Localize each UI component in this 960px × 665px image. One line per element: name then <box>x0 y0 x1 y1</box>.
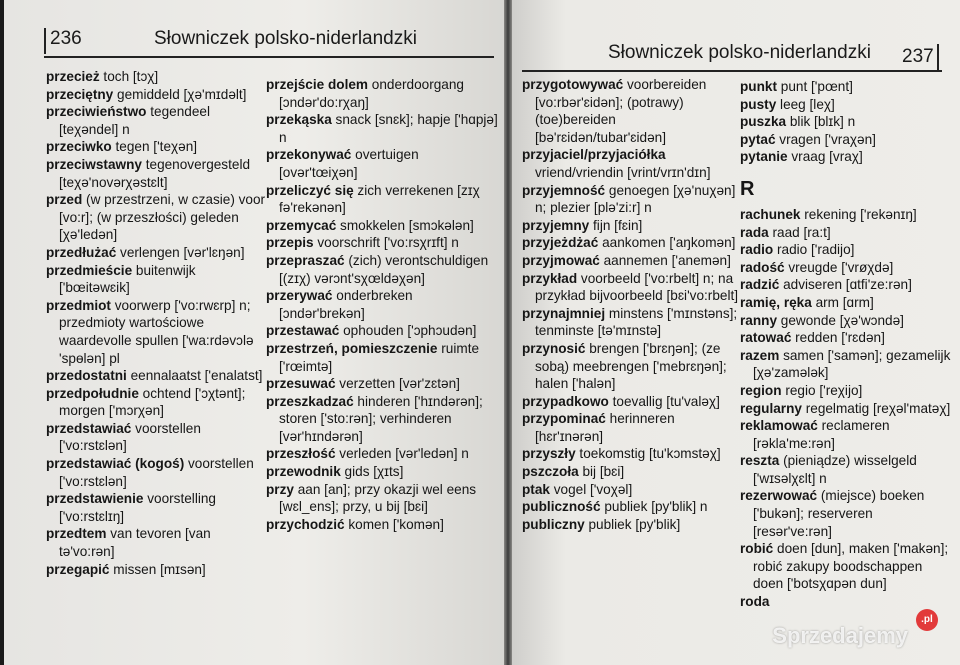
dictionary-entry <box>46 490 266 525</box>
entry-headword: przedmiot <box>46 297 111 313</box>
dictionary-entry <box>740 241 952 259</box>
entry-translation: voorwerp ['vo:rwɛrp] n; przedmioty wartościowe waardevolle spullen ['wa:rdəvɔlə 'spɵlən] pl <box>59 297 254 366</box>
dictionary-entry <box>266 76 498 111</box>
dictionary-entry <box>740 417 952 452</box>
dictionary-entry <box>740 382 952 400</box>
dictionary-entry <box>266 340 498 375</box>
dictionary-entry <box>266 234 498 252</box>
entry-headword: przegapić <box>46 561 110 577</box>
entry-translation: aan [an]; przy okazji wel eens [wɛl_ens]; przy, u bij [bɛi] <box>279 481 477 515</box>
entry-headword: publiczny <box>522 516 585 532</box>
entry-translation: herinneren [hɛr'ɪnərən] <box>535 411 675 444</box>
entry-translation: snack [snɛk]; hapje ['hɑpjə] n <box>279 112 498 145</box>
entry-headword: przeciwieństwo <box>46 104 147 120</box>
entry-translation: hinderen ['hɪndərən]; storen ['sto:rən]; verhinderen [vər'hɪndərən] <box>279 393 483 444</box>
entry-headword: region <box>740 382 782 398</box>
entry-headword: przypominać <box>522 411 606 427</box>
entry-translation: fijn [fɛin] <box>589 217 643 233</box>
entry-headword: pusty <box>740 96 777 112</box>
entry-translation: vogel ['voχəl] <box>549 481 633 497</box>
entry-translation: voorstellen ['vo:rstɛlən] <box>59 420 201 454</box>
entry-headword: przynosić <box>522 340 586 356</box>
dictionary-entry <box>522 516 740 534</box>
entry-translation: bij [bɛi] <box>578 464 625 480</box>
dictionary-entry <box>522 481 740 499</box>
dictionary-entry <box>740 312 952 330</box>
entry-translation: adviseren [ɑtfi'ze:rən] <box>779 277 912 293</box>
dictionary-entry <box>522 146 740 181</box>
entry-headword: przedłużać <box>46 244 117 260</box>
entry-headword: przyjeżdżać <box>522 235 599 251</box>
entry-translation: tegen ['teχən] <box>111 139 198 155</box>
left-column-2 <box>266 76 498 533</box>
entry-translation: reclameren [rəkla'me:rən] <box>753 418 890 451</box>
entry-translation: verlengen [vər'lɛŋən] <box>116 244 245 260</box>
entry-translation: verzetten [vər'zɛtən] <box>335 376 460 392</box>
dictionary-entry <box>522 270 740 305</box>
entry-translation: overtuigen [ovər'tœiχən] <box>279 147 419 180</box>
dictionary-entry <box>522 340 740 393</box>
entry-headword: reklamować <box>740 418 818 434</box>
dictionary-entry <box>740 540 952 593</box>
page-number-left: 236 <box>50 28 82 49</box>
running-header-left: Słowniczek polsko-niderlandzki <box>154 28 417 49</box>
dictionary-entry <box>46 138 266 156</box>
entry-translation: gemiddeld [χə'mɪdəlt] <box>113 86 247 102</box>
right-column-1 <box>522 76 740 533</box>
entry-translation: (w przestrzeni, w czasie) voor [vo:r]; (w przeszłości) geleden [χə'ledən] <box>59 192 266 243</box>
entry-headword: przedstawiać <box>46 420 132 436</box>
right-page <box>512 0 960 665</box>
entry-translation: radio ['radijo] <box>773 242 855 258</box>
entry-headword: robić <box>740 541 774 557</box>
entry-headword: przy <box>266 481 294 497</box>
entry-translation: tegendeel [teχəndel] n <box>59 104 210 137</box>
entry-headword: przedstawiać (kogoś) <box>46 456 185 472</box>
entry-translation: voorstelling ['vo:rstɛlɪŋ] <box>59 491 216 524</box>
dictionary-entry <box>522 393 740 411</box>
entry-headword: rezerwować <box>740 488 818 504</box>
dictionary-entry <box>740 347 952 382</box>
entry-headword: ptak <box>522 481 550 497</box>
entry-translation: vraag [vraχ] <box>787 149 863 165</box>
entry-headword: przepraszać <box>266 252 345 268</box>
header-rule-right <box>522 70 942 72</box>
entry-headword: przed <box>46 192 83 208</box>
entry-headword: przedstawienie <box>46 491 144 507</box>
dictionary-entry <box>740 148 952 166</box>
dictionary-entry <box>266 322 498 340</box>
entry-translation: voorstellen ['vo:rstɛlən] <box>59 456 254 489</box>
entry-headword: przyjemność <box>522 182 606 198</box>
entry-headword: ratować <box>740 330 792 346</box>
dictionary-entry <box>522 498 740 516</box>
page-number-right: 237 <box>902 46 934 67</box>
header-rule-left <box>44 56 494 58</box>
entry-translation: aannemen ['anemən] <box>599 252 731 268</box>
dictionary-entry <box>740 593 952 611</box>
dictionary-entry <box>46 262 266 297</box>
entry-headword: puszka <box>740 114 787 130</box>
entry-translation: smokkelen [smɔkələn] <box>336 217 474 233</box>
entry-headword: przeszkadzać <box>266 393 354 409</box>
running-header-right: Słowniczek polsko-niderlandzki <box>608 42 871 63</box>
dictionary-entry <box>46 561 266 579</box>
right-column-2 <box>740 78 952 611</box>
dictionary-entry <box>740 206 952 224</box>
entry-headword: przestawać <box>266 323 340 339</box>
entry-translation: samen ['samən]; gezamelijk [χə'zamələk] <box>753 347 951 381</box>
entry-translation: verleden [vər'ledən] n <box>335 446 469 462</box>
left-page <box>4 0 504 665</box>
entry-translation: gewonde [χə'wɔndə] <box>777 312 904 328</box>
dictionary-entry <box>266 375 498 393</box>
entry-headword: radość <box>740 259 785 275</box>
entry-headword: ranny <box>740 312 778 328</box>
entry-headword: przedpołudnie <box>46 385 139 401</box>
entry-translation: toekomstig [tu'kɔmstəχ] <box>575 446 721 462</box>
entry-headword: przepis <box>266 235 314 251</box>
entry-translation: raad [ra:t] <box>768 224 831 240</box>
dictionary-entry <box>522 217 740 235</box>
dictionary-entry <box>266 252 498 287</box>
entry-translation: brengen ['brɛŋən]; (ze sobą) meebrengen ['mebrɛŋən]; halen ['halən] <box>535 340 727 392</box>
entry-headword: przynajmniej <box>522 305 606 321</box>
entry-headword: roda <box>740 594 770 610</box>
dictionary-entry <box>266 217 498 235</box>
entry-translation: voorschrift ['vo:rsχrɪft] n <box>313 235 459 251</box>
entry-translation: regio ['reχijo] <box>781 382 863 398</box>
entry-headword: pytanie <box>740 149 788 165</box>
dictionary-entry <box>266 393 498 446</box>
entry-translation: onderbreken [ɔndər'brekən] <box>279 288 413 321</box>
entry-translation: toevallig [tu'valəχ] <box>608 393 720 409</box>
entry-translation: zich verrekenen [zɪχ fə'rekənən] <box>279 182 480 216</box>
dictionary-entry <box>522 252 740 270</box>
dictionary-entry <box>740 400 952 418</box>
dictionary-entry <box>740 224 952 242</box>
dictionary-entry <box>740 113 952 131</box>
entry-translation: ophouden ['ɔphɔudən] <box>339 323 477 339</box>
entry-headword: publiczność <box>522 499 601 515</box>
entry-headword: przypadkowo <box>522 393 609 409</box>
entry-headword: przeciwko <box>46 139 112 155</box>
entry-headword: przyjaciel/przyjaciółka <box>522 147 666 163</box>
entry-translation: regelmatig [reχəl'matəχ] <box>801 400 951 416</box>
dictionary-entry <box>46 385 266 420</box>
dictionary-entry <box>740 78 952 96</box>
entry-headword: przyjmować <box>522 252 600 268</box>
dictionary-entry <box>266 445 498 463</box>
entry-translation: missen [mɪsən] <box>109 561 206 577</box>
entry-headword: przestrzeń, pomieszczenie <box>266 340 438 356</box>
entry-headword: reszta <box>740 453 780 469</box>
dictionary-entry <box>266 287 498 322</box>
dictionary-entry <box>266 111 498 146</box>
entry-translation: ruimte ['rœimtə] <box>279 340 480 374</box>
dictionary-entry <box>266 182 498 217</box>
entry-headword: przeciwstawny <box>46 156 142 172</box>
dictionary-entry <box>522 234 740 252</box>
entry-headword: rachunek <box>740 206 801 222</box>
entry-headword: pytać <box>740 131 776 147</box>
dictionary-entry <box>266 146 498 181</box>
entry-headword: przygotowywać <box>522 77 624 92</box>
entry-translation: toch [tɔχ] <box>99 69 159 84</box>
dictionary-entry <box>46 156 266 191</box>
entry-headword: punkt <box>740 79 777 94</box>
entry-translation: (pieniądze) wisselgeld ['wɪsəlχɛlt] n <box>753 453 917 486</box>
entry-headword: przerywać <box>266 288 333 304</box>
book-gutter <box>504 0 512 665</box>
entry-headword: przecież <box>46 69 100 84</box>
entry-translation: rekening ['rekənɪŋ] <box>800 206 917 222</box>
entry-headword: przedtem <box>46 526 107 542</box>
right-column-2-top <box>740 78 952 166</box>
entry-headword: radzić <box>740 277 780 293</box>
entry-translation: blik [blɪk] n <box>786 114 856 130</box>
left-column-1 <box>46 68 266 578</box>
dictionary-entry <box>740 329 952 347</box>
entry-translation: leeg [leχ] <box>776 96 835 112</box>
dictionary-entry <box>46 525 266 560</box>
dictionary-entry <box>46 103 266 138</box>
dictionary-entry <box>46 420 266 455</box>
dictionary-entry <box>46 297 266 367</box>
page-number-bar-right <box>937 44 939 70</box>
entry-headword: przekonywać <box>266 147 352 163</box>
entry-translation: (zich) verontschuldigen [(zɪχ) vərɔnt'sχœldəχən] <box>279 252 489 286</box>
dictionary-entry <box>740 96 952 114</box>
dictionary-entry <box>740 452 952 487</box>
entry-translation: (miejsce) boeken ['bukən]; reserveren [resər've:rən] <box>753 488 925 539</box>
entry-headword: przewodnik <box>266 464 341 480</box>
dictionary-entry <box>46 367 266 385</box>
entry-translation: eennalaatst ['enalatst] <box>126 368 263 384</box>
entry-headword: przeliczyć się <box>266 182 354 198</box>
entry-translation: minstens ['mɪnstəns]; tenminste [tə'mɪnstə] <box>535 305 738 339</box>
entry-translation: vreugde ['vrøχdə] <box>784 259 894 275</box>
entry-headword: pszczoła <box>522 464 579 480</box>
dictionary-entry <box>522 182 740 217</box>
entry-translation: redden ['rɛdən] <box>791 330 885 346</box>
watermark-logo: Sprzedajemy <box>772 623 908 648</box>
dictionary-entry <box>46 191 266 244</box>
entry-headword: przekąska <box>266 112 332 128</box>
entry-translation: gids [χɪts] <box>340 464 404 480</box>
dictionary-entry <box>46 244 266 262</box>
dictionary-entry <box>266 516 498 534</box>
dictionary-entry <box>522 445 740 463</box>
dictionary-entry <box>740 276 952 294</box>
entry-headword: przedmieście <box>46 262 133 278</box>
entry-headword: ramię, ręka <box>740 294 812 310</box>
section-letter: R <box>740 177 755 200</box>
entry-translation: tegenovergesteld [teχə'novərχəstɛlt] <box>59 156 251 190</box>
entry-translation: publiek [py'blik] n <box>600 499 708 515</box>
entry-translation: onderdoorgang [ɔndər'do:rχaŋ] <box>279 77 464 110</box>
entry-translation: komen ['komən] <box>344 516 444 532</box>
entry-translation: buitenwijk ['bœitəwɛik] <box>59 262 196 296</box>
entry-headword: przyszły <box>522 446 576 462</box>
dictionary-entry <box>46 86 266 104</box>
watermark-badge: .pl <box>916 609 938 631</box>
dictionary-entry <box>740 259 952 277</box>
entry-headword: przykład <box>522 270 578 286</box>
entry-headword: regularny <box>740 400 802 416</box>
entry-translation: voorbeeld ['vo:rbelt] n; na przykład bijvoorbeeld [bɛi'vo:rbelt] <box>535 270 739 304</box>
entry-headword: razem <box>740 347 780 363</box>
entry-translation: genoegen [χə'nuχən] n; plezier [plə'zi:r] n <box>535 182 736 216</box>
right-column-2-bottom <box>740 206 952 611</box>
dictionary-entry <box>522 305 740 340</box>
dictionary-entry <box>740 487 952 540</box>
entry-headword: przedostatni <box>46 368 127 384</box>
entry-translation: van tevoren [van tə'vo:rən] <box>59 526 211 560</box>
entry-translation: aankomen ['aŋkomən] <box>598 235 736 251</box>
entry-translation: vriend/vriendin [vrint/vrɪn'dɪn] <box>535 164 711 180</box>
dictionary-entry <box>266 463 498 481</box>
entry-headword: przejście dolem <box>266 77 368 92</box>
entry-translation: doen [dun], maken ['makən]; robić zakupy boodschappen doen ['botsχɑpən dun] <box>753 541 949 592</box>
dictionary-entry <box>522 76 740 146</box>
entry-translation: punt ['pœnt] <box>777 79 853 94</box>
dictionary-entry <box>522 463 740 481</box>
entry-headword: przyjemny <box>522 217 590 233</box>
entry-headword: przeciętny <box>46 86 114 102</box>
entry-headword: rada <box>740 224 769 240</box>
dictionary-entry <box>266 481 498 516</box>
dictionary-entry <box>46 455 266 490</box>
entry-translation: voorbereiden [vo:rbər'ɛidən]; (potrawy) (toe)bereiden [bə'rɛidən/tubar'ɛidən] <box>535 77 707 145</box>
entry-translation: vragen ['vraχən] <box>775 131 876 147</box>
entry-headword: przemycać <box>266 217 337 233</box>
dictionary-entry <box>740 294 952 312</box>
dictionary-entry <box>522 410 740 445</box>
page-number-bar-left <box>44 28 46 54</box>
dictionary-entry <box>740 131 952 149</box>
entry-headword: przesuwać <box>266 376 336 392</box>
entry-translation: arm [ɑrm] <box>811 294 874 310</box>
entry-headword: przeszłość <box>266 446 336 462</box>
dictionary-entry <box>46 68 266 86</box>
entry-translation: ochtend ['ɔχtənt]; morgen ['mɔrχən] <box>59 385 246 419</box>
entry-translation: publiek [py'blik] <box>584 516 681 532</box>
entry-headword: radio <box>740 242 774 258</box>
entry-headword: przychodzić <box>266 516 345 532</box>
